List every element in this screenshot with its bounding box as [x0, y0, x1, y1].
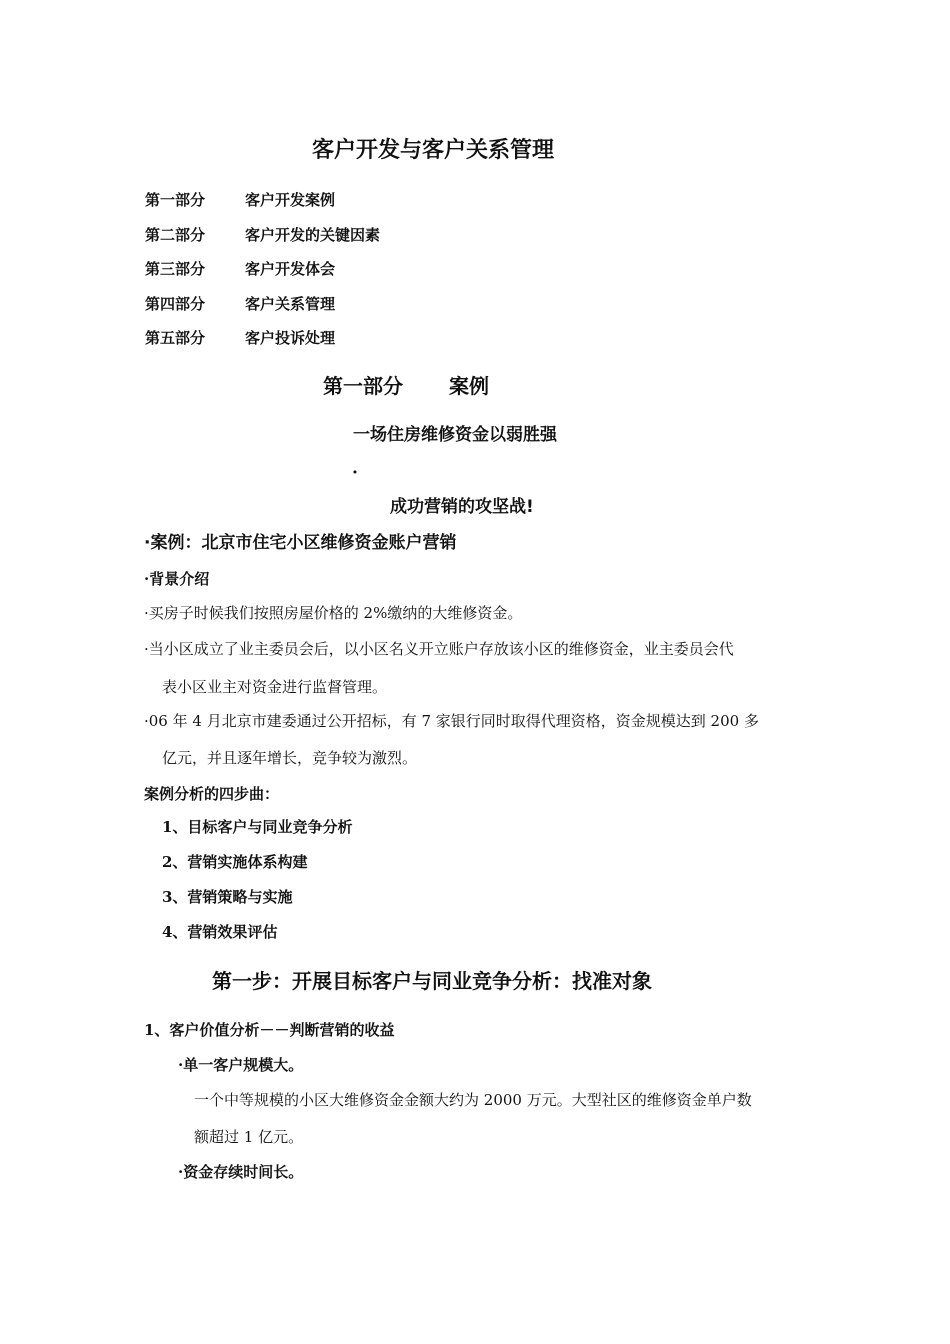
- background-paragraph-1: ·买房子时候我们按照房屋价格的 2%缴纳的大维修资金。: [144, 604, 523, 622]
- background-paragraph-3-line2: 亿元，并且逐年增长，竞争较为激烈。: [162, 749, 418, 767]
- section-part: 第一部分: [323, 374, 403, 398]
- step-item: 3、营销策略与实施: [162, 888, 293, 906]
- toc-part: 第一部分: [145, 191, 206, 209]
- background-heading: ·背景介绍: [144, 570, 210, 588]
- toc-label: 客户开发的关键因素: [245, 226, 381, 244]
- steps-heading: 案例分析的四步曲：: [144, 785, 280, 803]
- step1-heading: 第一步：开展目标客户与同业竞争分析：找准对象: [212, 969, 652, 993]
- toc-item: [145, 193, 545, 211]
- toc-part: 第五部分: [145, 329, 206, 347]
- background-paragraph-3-line1: ·06 年 4 月北京市建委通过公开招标，有 7 家银行同时取得代理资格，资金规模达到 200 多: [144, 712, 759, 730]
- toc-part: 第四部分: [145, 295, 206, 313]
- case-subtitle-line1: 一场住房维修资金以弱胜强: [353, 425, 557, 445]
- toc-item: [145, 228, 545, 246]
- point-single-customer-scale: ·单一客户规模大。: [178, 1056, 304, 1074]
- value-analysis-heading: 1、客户价值分析－－判断营销的收益: [144, 1021, 395, 1039]
- toc-label: 客户关系管理: [245, 295, 336, 313]
- point1-detail-line1: 一个中等规模的小区大维修资金金额大约为 2000 万元。大型社区的维修资金单户数: [194, 1091, 752, 1109]
- toc-item: [145, 262, 545, 280]
- point1-detail-line2: 额超过 1 亿元。: [194, 1128, 304, 1146]
- case-subtitle-line2: 成功营销的攻坚战!: [390, 497, 534, 517]
- toc-label: 客户开发体会: [245, 260, 336, 278]
- section-name: 案例: [449, 374, 489, 398]
- toc-part: 第二部分: [145, 226, 206, 244]
- toc-part: 第三部分: [145, 260, 206, 278]
- step-item: 4、营销效果评估: [162, 923, 278, 941]
- case-subtitle-dot: ·: [352, 463, 358, 483]
- table-of-contents: [145, 193, 545, 353]
- toc-item: [145, 331, 545, 349]
- background-paragraph-2-line1: ·当小区成立了业主委员会后，以小区名义开立账户存放该小区的维修资金，业主委员会代: [144, 640, 734, 658]
- background-paragraph-2-line2: 表小区业主对资金进行监督管理。: [162, 678, 388, 696]
- toc-label: 客户开发案例: [245, 191, 336, 209]
- section-heading: [323, 376, 489, 396]
- case-heading: ·案例：北京市住宅小区维修资金账户营销: [144, 533, 457, 553]
- toc-item: [145, 297, 545, 315]
- step-item: 1、目标客户与同业竞争分析: [162, 818, 353, 836]
- toc-label: 客户投诉处理: [245, 329, 336, 347]
- point-fund-duration: ·资金存续时间长。: [178, 1163, 304, 1181]
- document-title: 客户开发与客户关系管理: [312, 138, 555, 163]
- step-item: 2、营销实施体系构建: [162, 853, 308, 871]
